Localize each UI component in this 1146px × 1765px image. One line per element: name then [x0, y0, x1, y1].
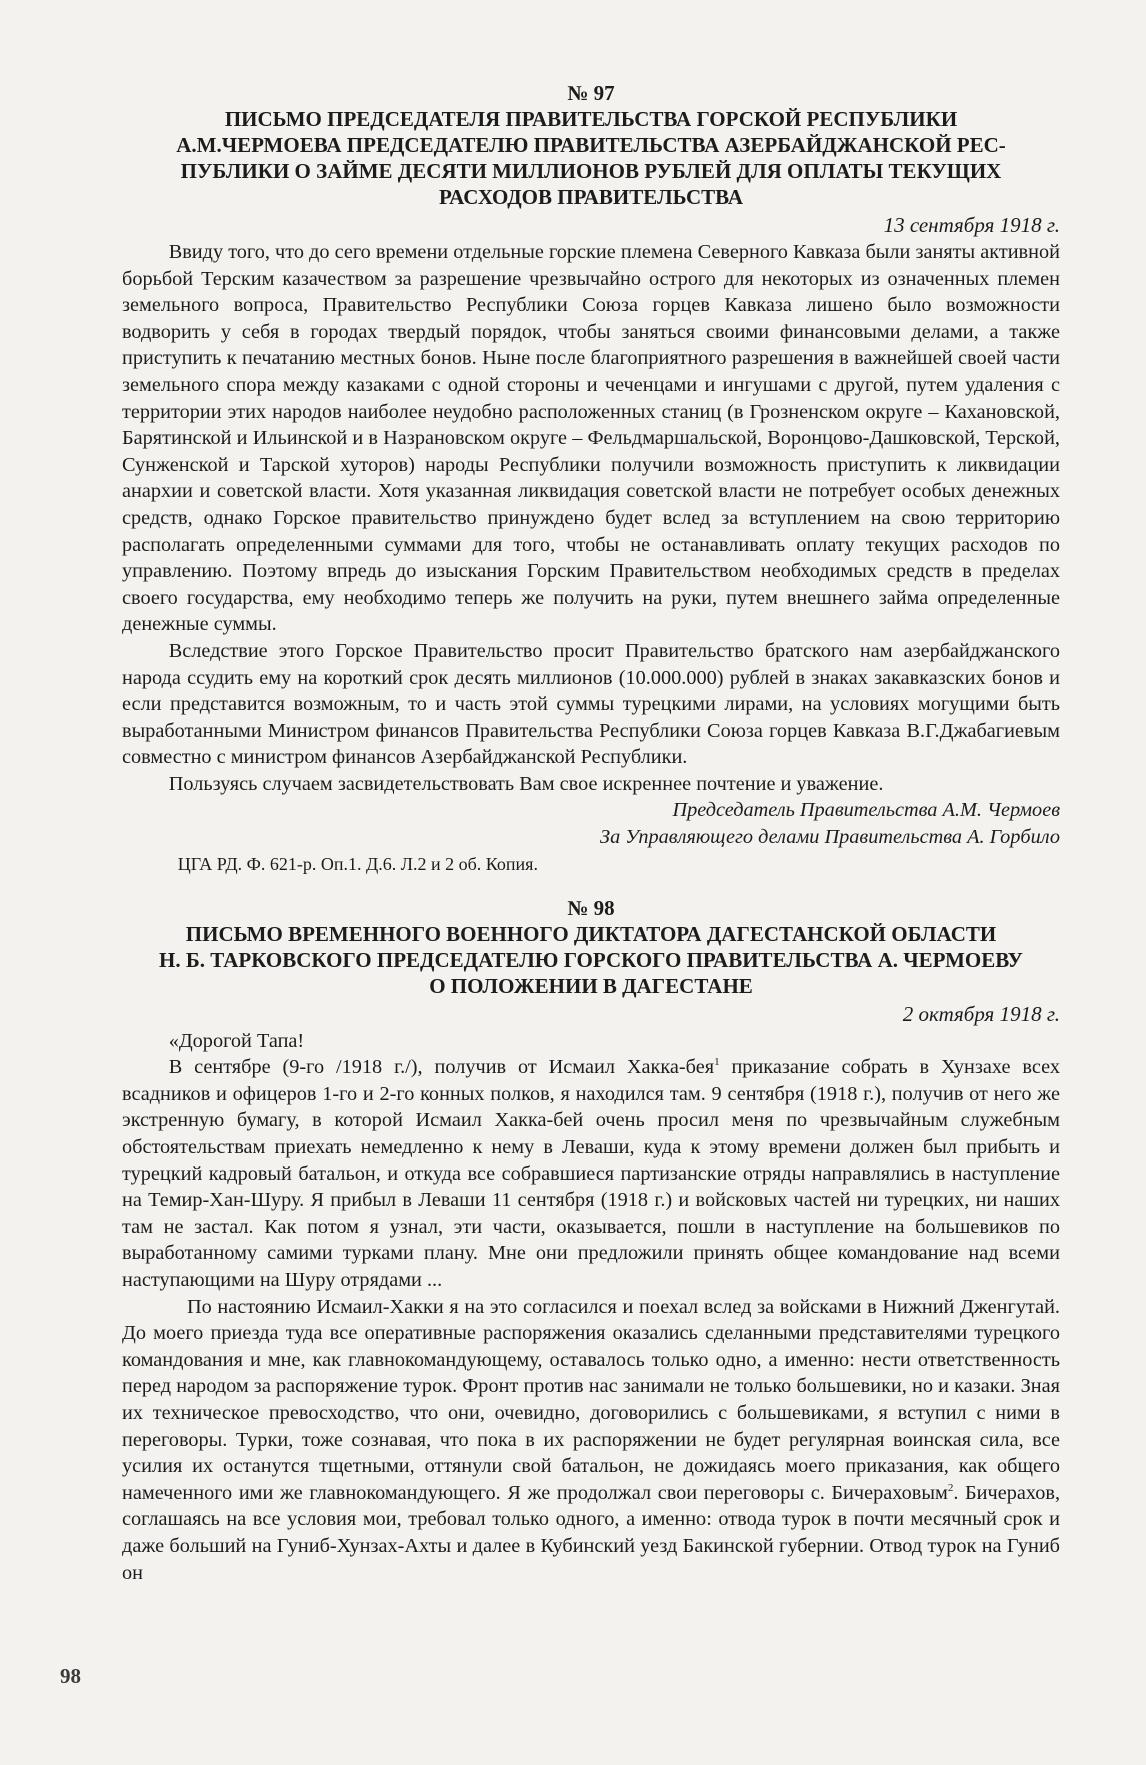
- footnote-ref-2: 2: [947, 1481, 954, 1494]
- doc98-p2-text: . Бичерахов, соглашаясь на все условия мои, требовал только одного, а именно: отвода турок в почти месячный срок и даже больший на Гуниб-Хунзах-Ахты и далее в Кубинский уезд Бакинской губернии. Отвод турок на Гуниб он: [122, 1481, 1061, 1584]
- doc98-heading-line: О ПОЛОЖЕНИИ В ДАГЕСТАНЕ: [429, 973, 753, 998]
- footnote-ref-1: 1: [714, 1056, 720, 1069]
- doc97-heading-line: ПУБЛИКИ О ЗАЙМЕ ДЕСЯТИ МИЛЛИОНОВ РУБЛЕЙ ДЛЯ ОПЛАТЫ ТЕКУЩИХ: [180, 159, 1002, 183]
- doc98-date: 2 октября 1918 г.: [902, 1001, 1060, 1026]
- doc97-signature: Председатель Правительства А.М. Чермоев: [672, 799, 1060, 822]
- doc98-p2-text: По настоянию Исмаил-Хакки я на это согласился и поехал вслед за войсками в Нижний Дженгутай. До моего приезда туда все оперативные распоряжения оказались сделанными представителями турецкого командования и мне, как главнокомандующему, оставалось только одно, а именно: нести ответственность перед народом за распоряжение турок. Фронт против нас занимали не только большевики, но и казаки. Зная их техническое превосходство, что они, очевидно, договорились с большевиками, я вступил с ними в переговоры. Турки, тоже сознавая, что пока в их распоряжении не будет регулярная воинская сила, все усилия их останутся тщетными, оттянули свой батальон, не дожидаясь моего приказания, как общего намеченного ими же главнокомандующего. Я же продолжал свои переговоры с. Бичераховым: [122, 1295, 1060, 1504]
- doc97-heading-line: ПИСЬМО ПРЕДСЕДАТЕЛЯ ПРАВИТЕЛЬСТВА ГОРСКОЙ РЕСПУБЛИКИ: [224, 107, 958, 131]
- doc97-paragraph: Пользуясь случаем засвидетельствовать Вам свое искреннее почтение и уважение.: [168, 772, 884, 795]
- doc97-number: № 97: [567, 81, 615, 105]
- doc97-date: 13 сентября 1918 г.: [883, 213, 1060, 237]
- doc98-p1-text: В сентябре (9-го /1918 г./), получив от Исмаил Хакка-бея: [168, 1056, 715, 1079]
- doc97-signature: За Управляющего делами Правительства А. Горбило: [600, 826, 1060, 849]
- doc98-number: № 98: [567, 895, 615, 920]
- doc98-paragraph: [122, 1294, 1060, 1587]
- doc97-paragraph: Ввиду того, что до сего времени отдельные горские племена Северного Кавказа были заняты активной борьбой Терским казачеством за разрешение чрезвычайно острого для некоторых из означенных племен земельного вопроса, Правительство Республики Союза горцев Кавказа лишено было возможности водворить у себя в городах твердый порядок, чтобы заняться своими финансовыми делами, а также приступить к печатанию местных бонов. Ныне после благоприятного разрешения в важнейшей своей части земельного спора между казаками с одной стороны и чеченцами и ингушами с другой, путем удаления с территории этих народов наиболее неудобно расположенных станиц (в Грозненском округе – Кахановской, Барятинской и Ильинской и в Назрановском округе – Фельдмаршальской, Воронцово-Дашковской, Терской, Сунженской и Тарской хуторов) народы Республики получили возможность приступить к ликвидации анархии и советской власти. Хотя указанная ликвидация советской власти не потребует особых денежных средств, однако Горское правительство принуждено будет вслед за вступлением на свою территорию располагать определенными суммами для того, чтобы не останавливать оплату текущих расходов по управлению. Поэтому впредь до изыскания Горским Правительством необходимых средств в пределах своего государства, ему необходимо теперь же получить на руки, путем внешнего займа определенные денежные суммы.: [122, 241, 1060, 636]
- doc98-salutation: «Дорогой Тапа!: [168, 1029, 305, 1052]
- doc98-heading-line: ПИСЬМО ВРЕМЕННОГО ВОЕННОГО ДИКТАТОРА ДАГЕСТАНСКОЙ ОБЛАСТИ: [185, 921, 997, 946]
- doc98-p1-text: приказание собрать в Хунзахе всех всадников и офицеров 1-го и 2-го конных полков, я находился там. 9 сентября (1918 г.), получив от него же экстренную бумагу, в которой Исмаил Хакка-бей очень просил меня по чрезвычайным служебным обстоятельствам приехать немедленно к нему в Леваши, куда к этому времени должен был прибыть и турецкий кадровый батальон, и откуда все собравшиеся партизанские отряды направлялись в наступление на Темир-Хан-Шуру. Я прибыл в Леваши 11 сентября (1918 г.) и войсковых частей ни турецких, ни наших там не застал. Как потом я узнал, эти части, оказывается, пошли в наступление на большевиков по выработанному самими турками плану. Мне они предложили принять общее командование над всеми наступающими на Шуру отрядами ...: [122, 1056, 1060, 1291]
- doc98-heading: [122, 921, 1060, 999]
- doc97-heading-line: А.М.ЧЕРМОЕВА ПРЕДСЕДАТЕЛЮ ПРАВИТЕЛЬСТВА АЗЕРБАЙДЖАНСКОЙ РЕС-: [176, 133, 1006, 157]
- doc97-paragraph: Вследствие этого Горское Правительство просит Правительство братского нам азербайджанского народа ссудить ему на короткий срок десять миллионов (10.000.000) рублей в знаках закавказских бонов и если представится возможным, то и часть этой суммы турецкими лирами, на условиях могущими быть выработанными Министром финансов Правительства Республики Союза горцев Кавказа В.Г.Джабагиевым совместно с министром финансов Азербайджанской Республики.: [122, 639, 1060, 769]
- doc98-paragraph: [122, 1054, 1060, 1293]
- doc97-heading-line: РАСХОДОВ ПРАВИТЕЛЬСТВА: [438, 185, 744, 209]
- doc97-source: ЦГА РД. Ф. 621-р. Оп.1. Д.6. Л.2 и 2 об. Копия.: [177, 853, 538, 874]
- doc97-heading: [122, 106, 1060, 210]
- doc98-heading-line: Н. Б. ТАРКОВСКОГО ПРЕДСЕДАТЕЛЮ ГОРСКОГО ПРАВИТЕЛЬСТВА А. ЧЕРМОЕВУ: [159, 947, 1023, 972]
- page-number: 98: [60, 1664, 81, 1688]
